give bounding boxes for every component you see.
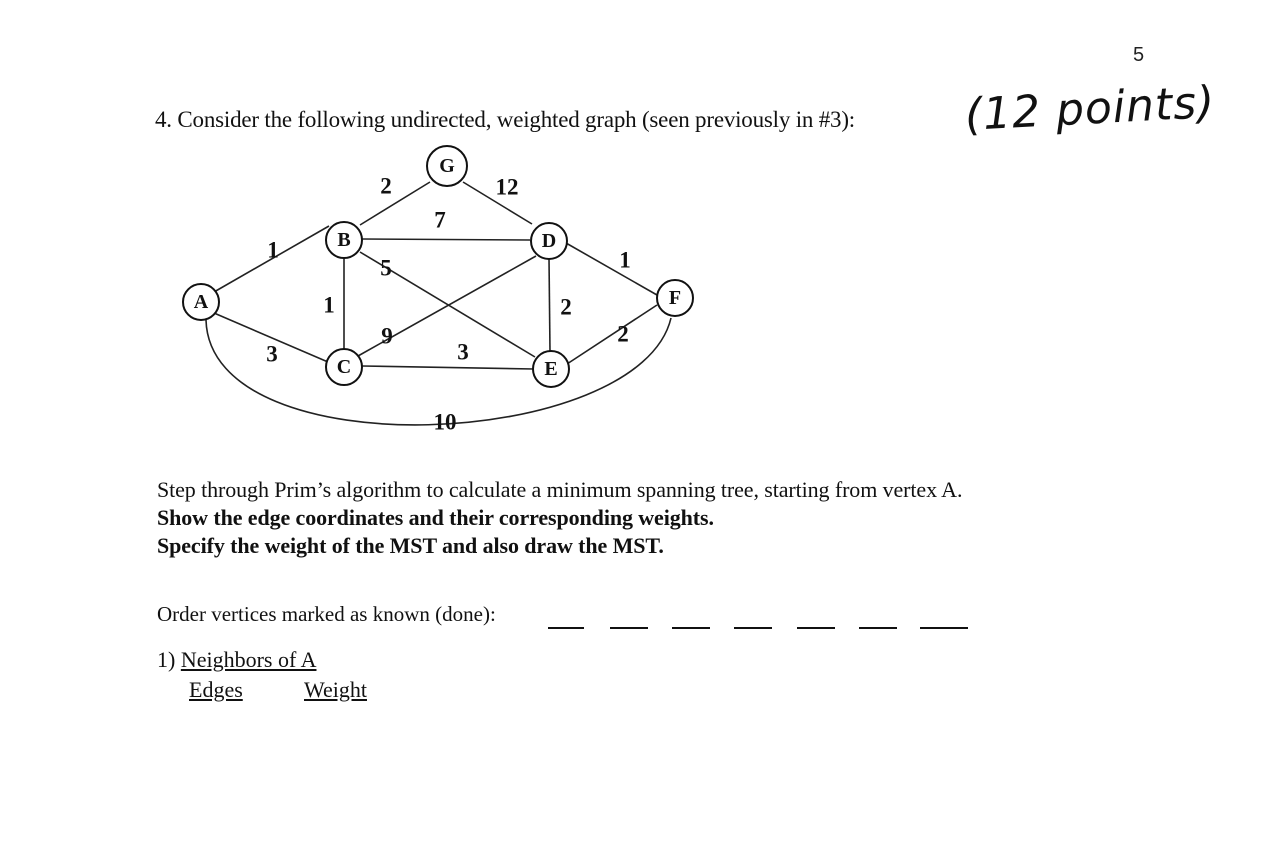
- node-C: [326, 349, 362, 385]
- node-G: [427, 146, 467, 186]
- step-1-title: Neighbors of A: [180, 647, 317, 672]
- instruction-line-2: Show the edge coordinates and their corresponding weights.: [157, 505, 714, 530]
- order-blank-5[interactable]: [797, 627, 835, 629]
- edges-column-header: Edges: [189, 677, 243, 702]
- node-A-label: A: [193, 291, 209, 313]
- order-blank-2[interactable]: [610, 627, 648, 629]
- edge-D-E: [549, 258, 550, 352]
- node-F-label: F: [668, 287, 682, 309]
- weight-A-C: 3: [266, 341, 278, 367]
- weight-B-C: 1: [323, 292, 335, 318]
- node-B: [326, 222, 362, 258]
- node-C-label: C: [336, 356, 352, 378]
- order-blank-7[interactable]: [920, 627, 968, 629]
- edge-D-F: [566, 243, 657, 295]
- node-A: [183, 284, 219, 320]
- node-G-label: G: [439, 155, 455, 177]
- order-label: Order vertices marked as known (done):: [157, 602, 496, 626]
- weight-B-E: 5: [380, 255, 392, 281]
- edge-B-G: [360, 182, 430, 225]
- weight-A-B: 1: [267, 237, 279, 263]
- points-note: (12 points): [963, 76, 1217, 141]
- instruction-line-3: Specify the weight of the MST and also draw the MST.: [157, 533, 664, 558]
- edge-C-E: [362, 366, 534, 369]
- node-E-label: E: [544, 358, 558, 380]
- order-blank-3[interactable]: [672, 627, 710, 629]
- node-E: [533, 351, 569, 387]
- weight-D-E: 2: [560, 294, 572, 320]
- weight-B-D: 7: [434, 207, 446, 233]
- order-blank-4[interactable]: [734, 627, 772, 629]
- instruction-line-1: Step through Prim’s algorithm to calculate a minimum spanning tree, starting from vertex A.: [157, 477, 963, 502]
- node-D-label: D: [541, 230, 557, 252]
- weight-B-G: 2: [380, 173, 392, 199]
- step-1-number: 1): [157, 647, 176, 672]
- node-D: [531, 223, 567, 259]
- order-blank-1[interactable]: [548, 627, 584, 629]
- page-number: 5: [1133, 44, 1145, 66]
- weight-G-D: 12: [495, 174, 519, 200]
- node-B-label: B: [337, 229, 351, 251]
- weight-column-header: Weight: [304, 677, 367, 702]
- weight-D-F: 1: [619, 247, 631, 273]
- edge-B-D: [362, 239, 530, 240]
- question-text: 4. Consider the following undirected, weighted graph (seen previously in #3):: [155, 107, 855, 132]
- weight-C-D: 9: [381, 323, 393, 349]
- weight-A-F: 10: [433, 409, 457, 435]
- order-blank-6[interactable]: [859, 627, 897, 629]
- edge-E-F: [567, 305, 657, 364]
- step-1-heading: [157, 647, 316, 673]
- weight-E-F: 2: [617, 321, 629, 347]
- node-F: [657, 280, 693, 316]
- weight-C-E: 3: [457, 339, 469, 365]
